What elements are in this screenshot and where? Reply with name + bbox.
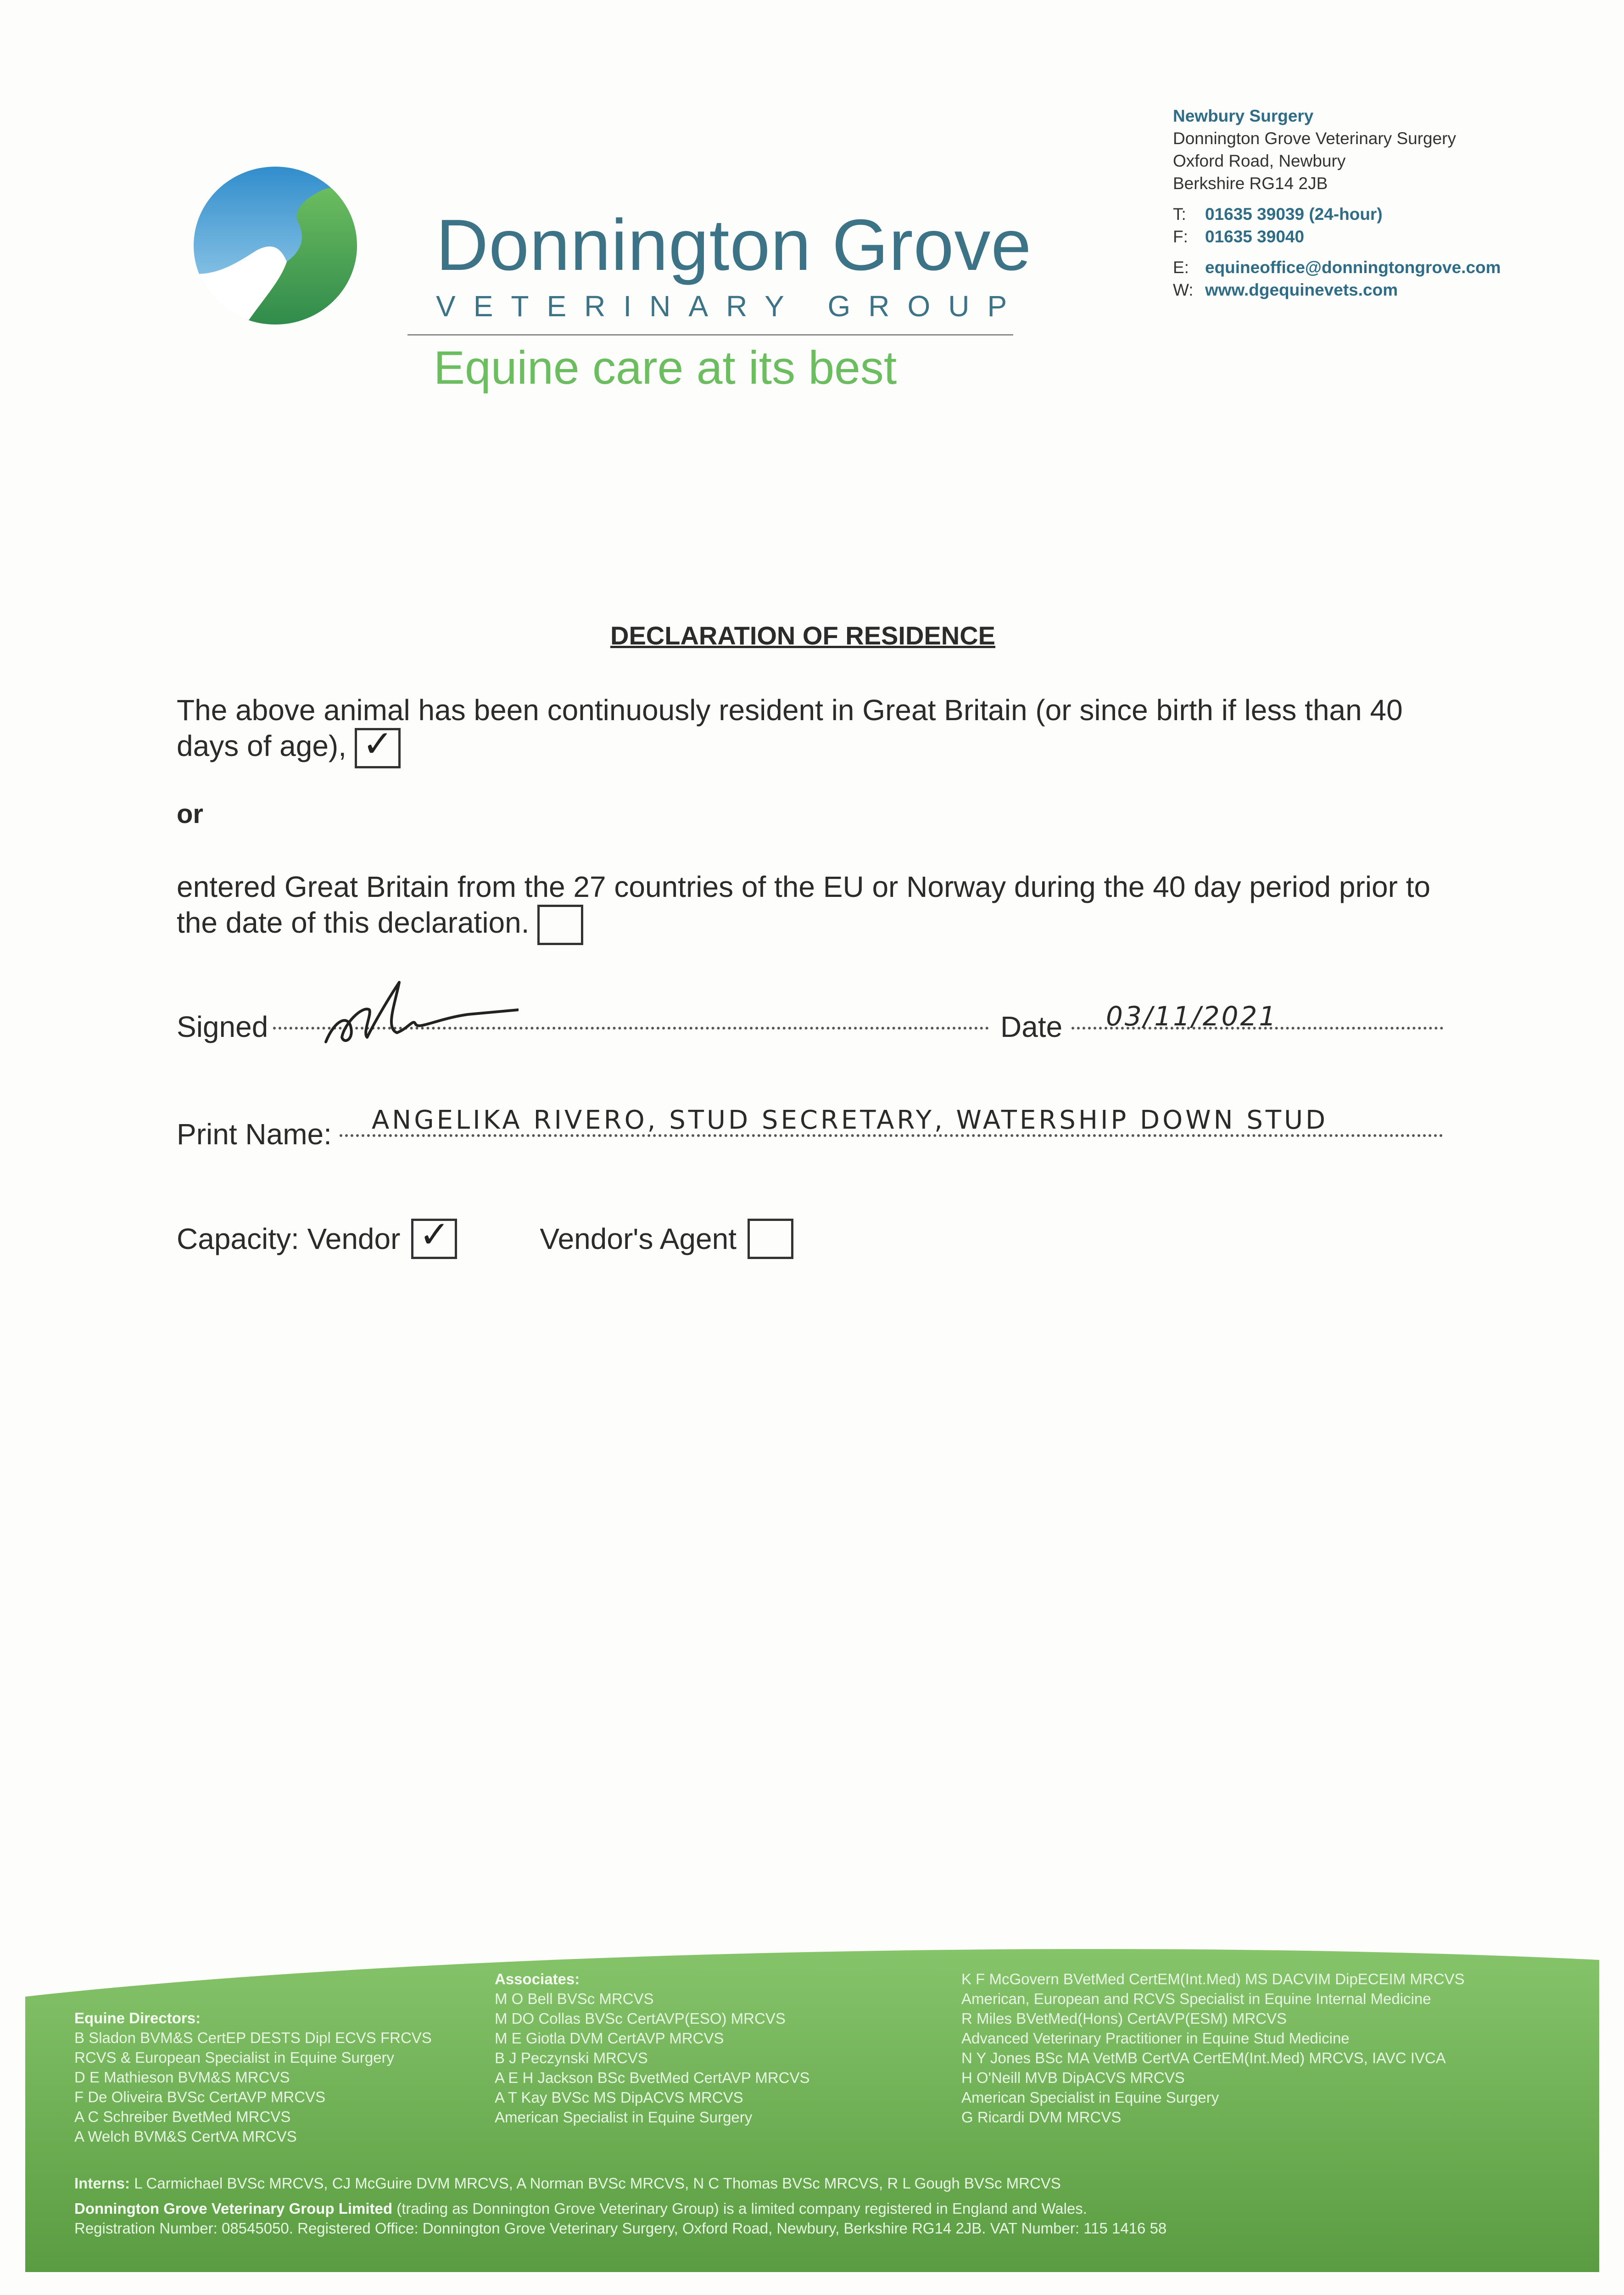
- list-item: K F McGovern BVetMed CertEM(Int.Med) MS DACVIM DipECEIM MRCVS: [961, 1970, 1465, 1987]
- entry-checkbox[interactable]: [537, 905, 583, 945]
- interns-label: Interns:: [74, 2175, 130, 2192]
- vendor-agent-checkbox[interactable]: [748, 1219, 793, 1259]
- company-description: (trading as Donnington Grove Veterinary Group) is a limited company registered in England and Wales.: [396, 2200, 1087, 2217]
- check-mark-icon: ✓: [362, 722, 393, 766]
- list-item: American Specialist in Equine Surgery: [495, 2109, 753, 2126]
- associates-list: [495, 1969, 810, 2127]
- telephone-number: 01635 39039 (24-hour): [1205, 205, 1383, 224]
- brand-subtitle: VETERINARY GROUP: [436, 290, 1025, 323]
- list-item: G Ricardi DVM MRCVS: [961, 2109, 1122, 2126]
- check-mark-icon: ✓: [419, 1213, 450, 1256]
- date-value: 03/11/2021: [1106, 1001, 1278, 1032]
- interns-names: L Carmichael BVSc MRCVS, CJ McGuire DVM MRCVS, A Norman BVSc MRCVS, N C Thomas BVSc MRCVS, R L Gough BVSc MRCVS: [134, 2175, 1061, 2192]
- fax-row: F: 01635 39040: [1173, 227, 1305, 246]
- footer: [25, 1942, 1599, 2272]
- email-address: equineoffice@donningtongrove.com: [1205, 258, 1501, 277]
- residence-statement-text: The above animal has been continuously resident in Great Britain (or since birth if less than 40 days of age),: [177, 694, 1403, 762]
- list-item: American Specialist in Equine Surgery: [961, 2089, 1219, 2106]
- list-item: F De Oliveira BVSc CertAVP MRCVS: [74, 2088, 326, 2105]
- list-item: N Y Jones BSc MA VetMB CertVA CertEM(Int.Med) MRCVS, IAVC IVCA: [961, 2049, 1446, 2066]
- office-name: Newbury Surgery: [1173, 106, 1314, 125]
- signature-image: [317, 964, 519, 1056]
- website-url: www.dgequinevets.com: [1205, 280, 1398, 299]
- list-item: RCVS & European Specialist in Equine Surgery: [74, 2049, 395, 2066]
- associates-heading: Associates:: [495, 1970, 580, 1987]
- list-item: A T Kay BVSc MS DipACVS MRCVS: [495, 2089, 743, 2106]
- or-separator: or: [177, 799, 203, 829]
- company-info: [74, 2199, 1166, 2238]
- list-item: M E Giotla DVM CertAVP MRCVS: [495, 2030, 724, 2047]
- entry-statement-text: entered Great Britain from the 27 countries of the EU or Norway during the 40 day period prior to the date of this declaration.: [177, 870, 1431, 939]
- directors-heading: Equine Directors:: [74, 2010, 201, 2026]
- contact-block: [1173, 105, 1501, 301]
- list-item: B J Peczynski MRCVS: [495, 2049, 648, 2066]
- list-item: A C Schreiber BvetMed MRCVS: [74, 2108, 291, 2125]
- brand-name: Donnington Grove: [436, 205, 1032, 285]
- list-item: D E Mathieson BVM&S MRCVS: [74, 2069, 290, 2086]
- residence-statement: [177, 692, 1452, 768]
- entry-statement: [177, 869, 1452, 945]
- website-row: W: www.dgequinevets.com: [1173, 280, 1398, 299]
- list-item: M O Bell BVSc MRCVS: [495, 1990, 654, 2007]
- date-label: Date: [1000, 1010, 1063, 1043]
- brand-tagline: Equine care at its best: [434, 341, 897, 394]
- directors-list: [74, 2008, 432, 2146]
- signed-label: Signed: [177, 1010, 268, 1043]
- list-item: B Sladon BVM&S CertEP DESTS Dipl ECVS FRCVS: [74, 2029, 432, 2046]
- capacity-vendor-label: Capacity: Vendor: [177, 1222, 401, 1255]
- address-line: Donnington Grove Veterinary Surgery: [1173, 129, 1457, 148]
- vendor-agent-label: Vendor's Agent: [540, 1222, 737, 1255]
- vendor-checkbox[interactable]: [411, 1213, 457, 1259]
- list-item: Advanced Veterinary Practitioner in Equine Stud Medicine: [961, 2030, 1350, 2047]
- brand-divider: [407, 334, 1013, 336]
- registration-details: Registration Number: 08545050. Registered Office: Donnington Grove Veterinary Surgery, Oxford Road, Newbury, Berkshire RG14 2JB. VAT Number: 115 1416 58: [74, 2220, 1167, 2237]
- list-item: R Miles BVetMed(Hons) CertAVP(ESM) MRCVS: [961, 2010, 1287, 2027]
- list-item: American, European and RCVS Specialist in Equine Internal Medicine: [961, 1990, 1431, 2007]
- address-line: Berkshire RG14 2JB: [1173, 174, 1328, 193]
- fax-number: 01635 39040: [1205, 227, 1305, 246]
- list-item: H O'Neill MVB DipACVS MRCVS: [961, 2069, 1185, 2086]
- company-name: Donnington Grove Veterinary Group Limited: [74, 2200, 393, 2217]
- print-name-label: Print Name:: [177, 1118, 332, 1151]
- telephone-row: T: 01635 39039 (24-hour): [1173, 205, 1383, 224]
- specialists-list: [961, 1969, 1465, 2127]
- list-item: A E H Jackson BSc BvetMed CertAVP MRCVS: [495, 2069, 810, 2086]
- email-row: E: equineoffice@donningtongrove.com: [1173, 258, 1501, 277]
- document-title: DECLARATION OF RESIDENCE: [610, 621, 995, 650]
- print-name-value: ANGELIKA RIVERO, STUD SECRETARY, WATERSHIP DOWN STUD: [372, 1105, 1328, 1135]
- horse-head-logo-icon: [188, 163, 363, 328]
- residence-checkbox[interactable]: [355, 722, 401, 768]
- capacity-row: [177, 1213, 793, 1259]
- address-line: Oxford Road, Newbury: [1173, 151, 1346, 170]
- interns-line: [74, 2173, 1061, 2193]
- list-item: A Welch BVM&S CertVA MRCVS: [74, 2128, 297, 2145]
- list-item: M DO Collas BVSc CertAVP(ESO) MRCVS: [495, 2010, 786, 2027]
